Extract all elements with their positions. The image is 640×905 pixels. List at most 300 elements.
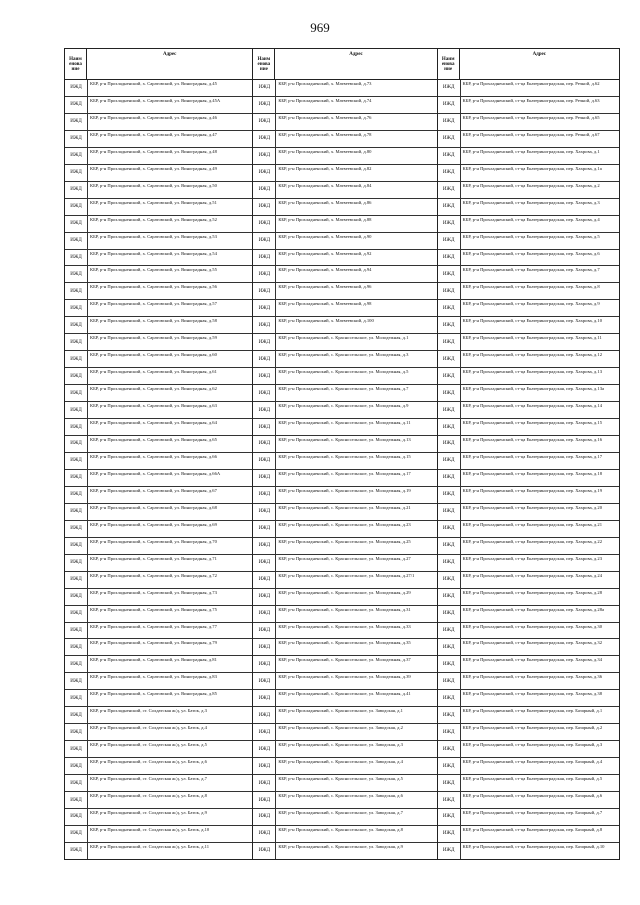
row-type: ИЖД	[438, 114, 461, 130]
table-row	[253, 250, 436, 267]
row-type: ИЖД	[438, 216, 461, 232]
row-type: ИЖД	[438, 131, 461, 147]
table-row	[65, 792, 252, 809]
row-type: ИЖД	[65, 216, 88, 232]
table-row	[253, 182, 436, 199]
row-address: КБР, р-н Прохладненский, х. Саратовский, ул. Виноградная, д.55	[90, 267, 217, 273]
row-type: ИЖД	[65, 436, 88, 452]
table-row	[253, 80, 436, 97]
table-row	[65, 623, 252, 640]
row-type: ИЖД	[438, 419, 461, 435]
table-row	[438, 826, 619, 843]
table-row	[438, 283, 619, 300]
row-address: КБР, р-н Прохладненский, х. Саратовский, ул. Виноградная, д.48	[90, 148, 217, 154]
row-type: ИЖД	[65, 148, 88, 164]
row-type: ИЖД	[65, 114, 88, 130]
table-row	[253, 843, 436, 859]
row-address: КБР, р-н Прохладненский, с. Красносельское, ул. Молодежная, д.19	[278, 487, 411, 493]
row-type: ИЖД	[253, 419, 276, 435]
row-address: КБР, р-н Прохладненский, ст-ца Екатериноградская, пер. Хахрова, д.34	[462, 657, 603, 663]
row-address: КБР, р-н Прохладненский, х. Саратовский, ул. Виноградная, д.50	[90, 182, 217, 188]
row-address: КБР, р-н Прохладненский, ст-ца Екатериноградская, пер. Хахрова, д.13	[462, 369, 603, 375]
row-type: ИЖД	[65, 623, 88, 639]
page-number: 969	[310, 20, 330, 35]
table-row	[65, 572, 252, 589]
row-address: КБР, р-н Прохладненский, х. Матвеевский, д.82	[278, 165, 372, 171]
row-address: КБР, р-н Прохладненский, с. Красносельское, ул. Молодежная, д.35	[278, 640, 411, 646]
row-address: КБР, р-н Прохладненский, х. Матвеевский, д.98	[278, 301, 372, 307]
row-type: ИЖД	[253, 775, 276, 791]
table-row	[65, 741, 252, 758]
table-row	[438, 623, 619, 640]
row-type: ИЖД	[438, 300, 461, 316]
table-row	[253, 283, 436, 300]
row-address: КБР, р-н Прохладненский, с. Красносельское, ул. Молодежная, д.29	[278, 589, 411, 595]
table-row	[253, 521, 436, 538]
header-type-label: Наим енова ние	[65, 49, 87, 79]
row-type: ИЖД	[253, 402, 276, 418]
row-address: КБР, р-н Прохладненский, ст. Солдатская ж/д, ул. Баток, д.7	[90, 776, 207, 782]
table-row	[438, 199, 619, 216]
row-type: ИЖД	[438, 792, 461, 808]
row-type: ИЖД	[65, 809, 88, 825]
table-row	[65, 436, 252, 453]
table-row	[253, 555, 436, 572]
row-address: КБР, р-н Прохладненский, х. Саратовский, ул. Виноградная, д.66А	[90, 470, 221, 476]
row-type: ИЖД	[65, 80, 88, 96]
row-address: КБР, р-н Прохладненский, ст-ца Екатериноградская, пер. Хахрова, д.15	[462, 420, 603, 426]
table-row	[438, 233, 619, 250]
table-row	[438, 402, 619, 419]
table-row	[438, 300, 619, 317]
row-address: КБР, р-н Прохладненский, ст-ца Екатериноградская, пер. Базарный, д.1	[462, 708, 603, 714]
table-row	[253, 97, 436, 114]
table-row	[438, 250, 619, 267]
table-row	[438, 182, 619, 199]
row-address: КБР, р-н Прохладненский, х. Саратовский, ул. Виноградная, д.67	[90, 487, 217, 493]
row-address: КБР, р-н Прохладненский, х. Матвеевский, д.96	[278, 284, 372, 290]
row-address: КБР, р-н Прохладненский, х. Саратовский, ул. Виноградная, д.73	[90, 589, 217, 595]
row-address: КБР, р-н Прохладненский, х. Саратовский, ул. Виноградная, д.65	[90, 437, 217, 443]
row-type: ИЖД	[253, 131, 276, 147]
table-row	[253, 148, 436, 165]
row-type: ИЖД	[438, 385, 461, 401]
table-row	[65, 368, 252, 385]
row-type: ИЖД	[65, 182, 88, 198]
row-type: ИЖД	[438, 334, 461, 350]
row-type: ИЖД	[253, 758, 276, 774]
row-address: КБР, р-н Прохладненский, ст-ца Екатериноградская, пер. Базарный, д.4	[462, 759, 603, 765]
row-type: ИЖД	[65, 639, 88, 655]
row-address: КБР, р-н Прохладненский, х. Саратовский, ул. Виноградная, д.63	[90, 403, 217, 409]
row-address: КБР, р-н Прохладненский, ст-ца Екатериноградская, пер. Хахрова, д.12	[462, 352, 603, 358]
row-type: ИЖД	[438, 606, 461, 622]
row-address: КБР, р-н Прохладненский, ст-ца Екатериноградская, пер. Хахрова, д.14	[462, 403, 603, 409]
row-type: ИЖД	[253, 182, 276, 198]
row-type: ИЖД	[253, 300, 276, 316]
table-row	[253, 758, 436, 775]
row-address: КБР, р-н Прохладненский, х. Саратовский, ул. Виноградная, д.81	[90, 657, 217, 663]
table-row	[65, 538, 252, 555]
row-address: КБР, р-н Прохладненский, ст. Солдатская ж/д, ул. Баток, д.8	[90, 793, 207, 799]
row-address: КБР, р-н Прохладненский, ст-ца Екатериноградская, пер. Базарный, д.5	[462, 776, 603, 782]
row-type: ИЖД	[438, 199, 461, 215]
header-type-label: Наим енова ние	[438, 49, 460, 79]
row-type: ИЖД	[253, 673, 276, 689]
row-address: КБР, р-н Прохладненский, с. Красносельское, ул. Молодежная, д.27	[278, 555, 411, 561]
table-row	[65, 826, 252, 843]
table-row	[438, 521, 619, 538]
row-type: ИЖД	[65, 453, 88, 469]
table-row	[65, 165, 252, 182]
row-type: ИЖД	[65, 317, 88, 333]
row-address: КБР, р-н Прохладненский, х. Матвеевский, д.94	[278, 267, 372, 273]
table-row	[253, 504, 436, 521]
row-address: КБР, р-н Прохладненский, ст-ца Екатериноградская, пер. Хахрова, д.1	[462, 148, 600, 154]
row-address: КБР, р-н Прохладненский, с. Красносельское, ул. Молодежная, д.25	[278, 538, 411, 544]
row-address: КБР, р-н Прохладненский, х. Матвеевский, д.80	[278, 148, 372, 154]
row-address: КБР, р-н Прохладненский, ст-ца Екатериноградская, пер. Речной, д.63	[462, 97, 600, 103]
row-type: ИЖД	[253, 334, 276, 350]
header-address-label: Адрес	[532, 52, 547, 57]
row-address: КБР, р-н Прохладненский, х. Саратовский, ул. Виноградная, д.85	[90, 691, 217, 697]
table-row	[253, 724, 436, 741]
row-address: КБР, р-н Прохладненский, ст. Солдатская ж/д, ул. Баток, д.5	[90, 742, 207, 748]
table-row	[438, 368, 619, 385]
row-type: ИЖД	[438, 589, 461, 605]
table-row	[438, 707, 619, 724]
table-row	[253, 334, 436, 351]
row-address: КБР, р-н Прохладненский, х. Саратовский, ул. Виноградная, д.69	[90, 521, 217, 527]
table-row	[438, 555, 619, 572]
table-row	[438, 690, 619, 707]
row-type: ИЖД	[253, 487, 276, 503]
row-type: ИЖД	[438, 555, 461, 571]
table-row	[438, 572, 619, 589]
row-address: КБР, р-н Прохладненский, с. Красносельское, ул. Молодежная, д.41	[278, 691, 411, 697]
row-address: КБР, р-н Прохладненский, ст-ца Екатериноградская, пер. Хахрова, д.6	[462, 250, 600, 256]
table-row	[65, 317, 252, 334]
row-address: КБР, р-н Прохладненский, с. Красносельское, ул. Молодежная, д.7	[278, 386, 409, 392]
row-type: ИЖД	[65, 300, 88, 316]
row-address: КБР, р-н Прохладненский, с. Красносельское, ул. Молодежная, д.3	[278, 352, 409, 358]
table-row	[65, 453, 252, 470]
row-address: КБР, р-н Прохладненский, х. Саратовский, ул. Виноградная, д.64	[90, 420, 217, 426]
table-row	[253, 402, 436, 419]
row-type: ИЖД	[253, 826, 276, 842]
table-row	[65, 80, 252, 97]
row-type: ИЖД	[438, 233, 461, 249]
row-type: ИЖД	[253, 572, 276, 588]
row-type: ИЖД	[65, 504, 88, 520]
table-row	[65, 504, 252, 521]
table-row	[253, 538, 436, 555]
row-type: ИЖД	[438, 368, 461, 384]
table-row	[65, 775, 252, 792]
row-type: ИЖД	[253, 707, 276, 723]
row-address: КБР, р-н Прохладненский, ст-ца Екатериноградская, пер. Хахрова, д.21	[462, 521, 603, 527]
table-row	[253, 131, 436, 148]
table-row	[253, 673, 436, 690]
table-row	[65, 419, 252, 436]
row-address: КБР, р-н Прохладненский, ст-ца Екатериноградская, пер. Базарный, д.8	[462, 826, 603, 832]
row-address: КБР, р-н Прохладненский, с. Красносельское, ул. Молодежная, д.11	[278, 420, 411, 426]
row-type: ИЖД	[65, 690, 88, 706]
row-type: ИЖД	[253, 165, 276, 181]
row-address: КБР, р-н Прохладненский, ст-ца Екатериноградская, пер. Хахрова, д.5	[462, 233, 600, 239]
row-address: КБР, р-н Прохладненский, х. Саратовский, ул. Виноградная, д.58	[90, 318, 217, 324]
row-type: ИЖД	[65, 555, 88, 571]
row-address: КБР, р-н Прохладненский, ст-ца Екатериноградская, пер. Хахрова, д.17	[462, 453, 603, 459]
row-type: ИЖД	[438, 317, 461, 333]
row-address: КБР, р-н Прохладненский, с. Красносельское, ул. Молодежная, д.39	[278, 674, 411, 680]
table-row	[65, 283, 252, 300]
row-address: КБР, р-н Прохладненский, х. Саратовский, ул. Виноградная, д.77	[90, 623, 217, 629]
table-row	[65, 487, 252, 504]
table-row	[438, 656, 619, 673]
row-address: КБР, р-н Прохладненский, ст-ца Екатериноградская, пер. Базарный, д.2	[462, 725, 603, 731]
row-type: ИЖД	[253, 233, 276, 249]
row-type: ИЖД	[438, 623, 461, 639]
row-type: ИЖД	[65, 283, 88, 299]
row-address: КБР, р-н Прохладненский, ст-ца Екатериноградская, пер. Хахрова, д.10	[462, 318, 603, 324]
table-row	[65, 809, 252, 826]
row-type: ИЖД	[253, 690, 276, 706]
row-address: КБР, р-н Прохладненский, с. Красносельское, ул. Молодежная, д.33	[278, 623, 411, 629]
table-row	[438, 266, 619, 283]
row-address: КБР, р-н Прохладненский, с. Красносельское, ул. Заводская, д.8	[278, 826, 403, 832]
table-row	[438, 419, 619, 436]
row-type: ИЖД	[253, 80, 276, 96]
row-type: ИЖД	[65, 521, 88, 537]
row-address: КБР, р-н Прохладненский, х. Матвеевский, д.78	[278, 131, 372, 137]
row-address: КБР, р-н Прохладненский, с. Красносельское, ул. Молодежная, д.17	[278, 470, 411, 476]
table-row	[438, 538, 619, 555]
row-type: ИЖД	[438, 250, 461, 266]
table-column-1	[64, 48, 252, 860]
row-type: ИЖД	[65, 487, 88, 503]
row-type: ИЖД	[65, 589, 88, 605]
row-type: ИЖД	[65, 385, 88, 401]
row-address: КБР, р-н Прохладненский, х. Саратовский, ул. Виноградная, д.46	[90, 114, 217, 120]
table-row	[65, 266, 252, 283]
row-type: ИЖД	[65, 792, 88, 808]
table-row	[438, 131, 619, 148]
row-type: ИЖД	[253, 368, 276, 384]
row-address: КБР, р-н Прохладненский, с. Красносельское, ул. Молодежная, д.9	[278, 403, 409, 409]
table-row	[438, 487, 619, 504]
table-row	[438, 606, 619, 623]
table-row	[65, 758, 252, 775]
row-type: ИЖД	[65, 131, 88, 147]
row-type: ИЖД	[438, 402, 461, 418]
table-row	[253, 826, 436, 843]
table-row	[253, 266, 436, 283]
row-type: ИЖД	[65, 741, 88, 757]
row-type: ИЖД	[65, 470, 88, 486]
row-type: ИЖД	[438, 673, 461, 689]
row-type: ИЖД	[253, 453, 276, 469]
row-address: КБР, р-н Прохладненский, с. Красносельское, ул. Молодежная, д.37	[278, 657, 411, 663]
row-address: КБР, р-н Прохладненский, с. Красносельское, ул. Заводская, д.3	[278, 742, 403, 748]
row-address: КБР, р-н Прохладненский, ст-ца Екатериноградская, пер. Хахрова, д.19	[462, 487, 603, 493]
table-row	[253, 300, 436, 317]
table-row	[438, 436, 619, 453]
row-address: КБР, р-н Прохладненский, х. Саратовский, ул. Виноградная, д.83	[90, 674, 217, 680]
table-row	[438, 453, 619, 470]
row-type: ИЖД	[65, 775, 88, 791]
row-address: КБР, р-н Прохладненский, с. Красносельское, ул. Молодежная, д.23	[278, 521, 411, 527]
table-row	[438, 385, 619, 402]
row-address: КБР, р-н Прохладненский, ст-ца Екатериноградская, пер. Хахрова, д.30	[462, 623, 603, 629]
header-address-label: Адрес	[162, 52, 177, 57]
row-type: ИЖД	[65, 419, 88, 435]
row-type: ИЖД	[253, 521, 276, 537]
row-type: ИЖД	[438, 538, 461, 554]
table-row	[65, 673, 252, 690]
row-address: КБР, р-н Прохладненский, х. Саратовский, ул. Виноградная, д.75	[90, 606, 217, 612]
row-address: КБР, р-н Прохладненский, х. Матвеевский, д.74	[278, 97, 372, 103]
row-type: ИЖД	[65, 266, 88, 282]
row-type: ИЖД	[438, 521, 461, 537]
table-row	[253, 470, 436, 487]
row-type: ИЖД	[438, 487, 461, 503]
row-type: ИЖД	[438, 724, 461, 740]
row-address: КБР, р-н Прохладненский, х. Саратовский, ул. Виноградная, д.60	[90, 352, 217, 358]
row-type: ИЖД	[253, 639, 276, 655]
table-row	[438, 639, 619, 656]
row-type: ИЖД	[65, 673, 88, 689]
row-address: КБР, р-н Прохладненский, х. Саратовский, ул. Виноградная, д.47	[90, 131, 217, 137]
table-row	[253, 572, 436, 589]
row-address: КБР, р-н Прохладненский, ст-ца Екатериноградская, пер. Речной, д.65	[462, 114, 600, 120]
row-address: КБР, р-н Прохладненский, ст-ца Екатериноградская, пер. Хахрова, д.36	[462, 674, 603, 680]
row-address: КБР, р-н Прохладненский, х. Саратовский, ул. Виноградная, д.56	[90, 284, 217, 290]
table-row	[438, 741, 619, 758]
row-type: ИЖД	[253, 504, 276, 520]
row-address: КБР, р-н Прохладненский, х. Матвеевский, д.84	[278, 182, 372, 188]
table-row	[65, 402, 252, 419]
row-type: ИЖД	[253, 317, 276, 333]
table-row	[253, 317, 436, 334]
table-row	[253, 419, 436, 436]
row-address: КБР, р-н Прохладненский, с. Красносельское, ул. Молодежная, д.15	[278, 453, 411, 459]
row-type: ИЖД	[438, 826, 461, 842]
row-address: КБР, р-н Прохладненский, х. Саратовский, ул. Виноградная, д.45	[90, 81, 217, 86]
row-address: КБР, р-н Прохладненский, ст-ца Екатериноградская, пер. Речной, д.62	[462, 81, 600, 86]
row-address: КБР, р-н Прохладненский, ст. Солдатская ж/д, ул. Баток, д.9	[90, 809, 207, 815]
row-type: ИЖД	[253, 148, 276, 164]
table-row	[65, 639, 252, 656]
table-row	[65, 250, 252, 267]
table-row	[65, 114, 252, 131]
row-type: ИЖД	[65, 724, 88, 740]
table-row	[253, 741, 436, 758]
row-type: ИЖД	[253, 470, 276, 486]
row-address: КБР, р-н Прохладненский, х. Саратовский, ул. Виноградная, д.51	[90, 199, 217, 205]
row-type: ИЖД	[65, 368, 88, 384]
row-type: ИЖД	[253, 266, 276, 282]
table-row	[65, 199, 252, 216]
row-type: ИЖД	[438, 707, 461, 723]
row-address: КБР, р-н Прохладненский, ст. Солдатская ж/д, ул. Баток, д.4	[90, 725, 207, 731]
table-row	[65, 656, 252, 673]
row-address: КБР, р-н Прохладненский, х. Матвеевский, д.92	[278, 250, 372, 256]
table-row	[65, 351, 252, 368]
row-type: ИЖД	[438, 690, 461, 706]
table-column-2	[252, 48, 436, 860]
row-type: ИЖД	[253, 555, 276, 571]
row-address: КБР, р-н Прохладненский, ст-ца Екатериноградская, пер. Базарный, д.7	[462, 809, 603, 815]
row-type: ИЖД	[253, 199, 276, 215]
row-address: КБР, р-н Прохладненский, ст-ца Екатериноградская, пер. Хахрова, д.28а	[462, 606, 605, 612]
row-type: ИЖД	[438, 283, 461, 299]
row-address: КБР, р-н Прохладненский, ст-ца Екатериноградская, пер. Хахрова, д.23	[462, 555, 603, 561]
table-row	[253, 775, 436, 792]
row-type: ИЖД	[65, 606, 88, 622]
row-address: КБР, р-н Прохладненский, ст-ца Екатериноградская, пер. Хахрова, д.2	[462, 182, 600, 188]
table-row	[65, 131, 252, 148]
row-address: КБР, р-н Прохладненский, ст-ца Екатериноградская, пер. Хахрова, д.4	[462, 216, 600, 222]
row-address: КБР, р-н Прохладненский, х. Саратовский, ул. Виноградная, д.59	[90, 335, 217, 341]
table-row	[65, 182, 252, 199]
row-type: ИЖД	[438, 775, 461, 791]
row-type: ИЖД	[65, 843, 88, 859]
row-type: ИЖД	[438, 809, 461, 825]
row-address: КБР, р-н Прохладненский, х. Саратовский, ул. Виноградная, д.57	[90, 301, 217, 307]
row-address: КБР, р-н Прохладненский, х. Матвеевский, д.86	[278, 199, 372, 205]
table-column-3	[437, 48, 620, 860]
row-address: КБР, р-н Прохладненский, х. Саратовский, ул. Виноградная, д.54	[90, 250, 217, 256]
row-type: ИЖД	[438, 741, 461, 757]
table-row	[253, 623, 436, 640]
row-address: КБР, р-н Прохладненский, ст. Солдатская ж/д, ул. Баток, д.10	[90, 826, 210, 832]
row-type: ИЖД	[253, 792, 276, 808]
table-row	[253, 385, 436, 402]
row-address: КБР, р-н Прохладненский, с. Красносельское, ул. Заводская, д.2	[278, 725, 403, 731]
table-row	[438, 470, 619, 487]
row-type: ИЖД	[253, 809, 276, 825]
row-address: КБР, р-н Прохладненский, х. Саратовский, ул. Виноградная, д.45А	[90, 97, 221, 103]
table-row	[65, 385, 252, 402]
row-type: ИЖД	[438, 182, 461, 198]
row-address: КБР, р-н Прохладненский, ст. Солдатская ж/д, ул. Баток, д.3	[90, 708, 207, 714]
row-type: ИЖД	[438, 436, 461, 452]
row-address: КБР, р-н Прохладненский, с. Красносельское, ул. Заводская, д.7	[278, 809, 403, 815]
table-row	[253, 453, 436, 470]
table-row	[65, 148, 252, 165]
table-row	[253, 368, 436, 385]
row-address: КБР, р-н Прохладненский, ст-ца Екатериноградская, пер. Хахрова, д.13а	[462, 386, 605, 392]
row-type: ИЖД	[65, 199, 88, 215]
row-address: КБР, р-н Прохладненский, ст-ца Екатериноградская, пер. Хахрова, д.18	[462, 470, 603, 476]
row-type: ИЖД	[253, 216, 276, 232]
row-type: ИЖД	[438, 266, 461, 282]
row-type: ИЖД	[253, 250, 276, 266]
table-row	[253, 436, 436, 453]
row-address: КБР, р-н Прохладненский, с. Красносельское, ул. Заводская, д.9	[278, 843, 403, 849]
row-type: ИЖД	[438, 470, 461, 486]
row-address: КБР, р-н Прохладненский, с. Красносельское, ул. Заводская, д.6	[278, 793, 403, 799]
row-address: КБР, р-н Прохладненский, х. Саратовский, ул. Виноградная, д.72	[90, 572, 217, 578]
row-type: ИЖД	[65, 826, 88, 842]
table-row	[253, 656, 436, 673]
table-row	[65, 470, 252, 487]
row-address: КБР, р-н Прохладненский, ст-ца Екатериноградская, пер. Хахрова, д.9	[462, 301, 600, 307]
row-type: ИЖД	[253, 606, 276, 622]
row-type: ИЖД	[438, 758, 461, 774]
table-row	[65, 589, 252, 606]
